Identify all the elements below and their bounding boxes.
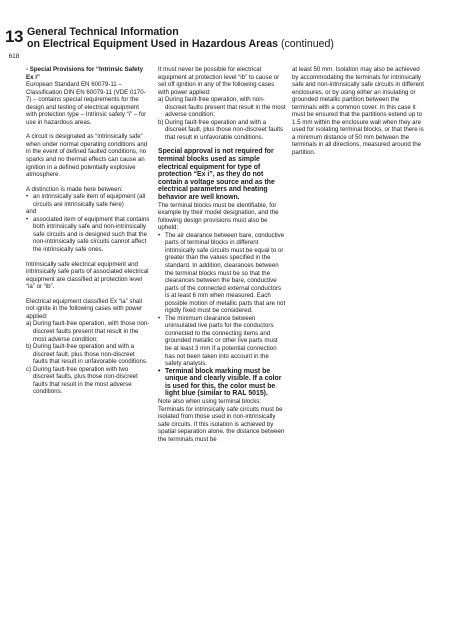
- list-marker: b): [26, 343, 32, 351]
- paragraph: European Standard EN 60079-11 – Classification DIN EN 60079-11 (VDE 0170-7) – contains special requirements for the design and testing of electrical equipment with protection type – Intrinsic safety “i” – for use in hazardous areas.: [26, 81, 147, 126]
- bullet-list: [158, 232, 286, 398]
- chapter-marker: [4, 28, 24, 60]
- list-item-text: Terminal block marking must be unique and clearly visible. If a color is used for this, the color must be light blue (similar to RAL 5015).: [165, 367, 282, 398]
- list-item-text: During fault-free operation and with a discreet fault, plus those non-discreet faults that result in unfavorable conditions.: [33, 343, 148, 366]
- special-approval-note: Special approval is not required for terminal blocks used as simple electrical equipment for type of protection “Ex i”, as they do not contain a voltage source and as the electrical parameters and heating behavior are well known.: [158, 148, 275, 202]
- lettered-list: [26, 320, 150, 395]
- bullet-marker: •: [26, 215, 29, 223]
- title-line-1: General Technical Information: [27, 26, 179, 38]
- list-item-text: an intrinsically safe item of equipment (all circuits are intrinsically safe here): [33, 193, 146, 208]
- paragraph: It must never be possible for electrical equipment at protection level “ib” to cause or set off ignition in any of the following cases with power applied:: [158, 66, 280, 96]
- list-item-text: The minimum clearance between uninsulated live parts for the conductors connected to the connecting items and grounded metallic or other live parts must be at least 3 mm if a potential connection has not been taken into account in the safety analysis.: [165, 314, 278, 368]
- list-item: [26, 343, 150, 366]
- title-suffix: (continued): [280, 38, 334, 50]
- page-title: [27, 26, 433, 50]
- bullet-marker: •: [158, 314, 161, 322]
- bullet-marker: •: [158, 231, 161, 239]
- list-item-text: During fault-free operation, with those non-discreet faults present that result in the most adverse condition;: [33, 320, 150, 343]
- list-item-text: The air clearance between bare, conductive parts of terminal blocks in different intrinsically safe circuits must be equal to or greater than the values specified in the standard. In addition, clearances between the terminal blocks must be so that the clearances between the bare, conductive parts of the connected external conductors is at least 6 mm when measured. Each possible motion of metallic parts that are not rigidly fixed must be considered.: [165, 231, 286, 315]
- bullet-marker: •: [26, 193, 29, 201]
- paragraph: Intrinsically safe electrical equipment and intrinsically safe parts of associated electrical equipment are classified at protection level “ia” or “ib”.: [26, 260, 149, 291]
- title-line-2: [27, 38, 433, 50]
- paragraph: The terminal blocks must be identifiable, for example by their model designation, and the following design provisions must also be upheld:: [158, 201, 279, 232]
- paragraph: Note also when using terminal blocks: Terminals for intrinsically safe circuits must be isolated from those used in non-intrinsically safe circuits. If this isolation is achieved by spatial separation alone, the distance between the terminals must be: [158, 398, 285, 443]
- list-item-text: During fault-free operation, with non-discreet faults present that result in the most adverse condition;: [165, 96, 286, 119]
- paragraph: A circuit is designated as “intrinsically safe” when under normal operating conditions and in the event of defined faulted conditions, no sparks and no thermal effects can cause an ignition in a defined potentially explosive atmosphere.: [26, 133, 148, 179]
- paragraph: A distinction is made here between:: [26, 185, 123, 193]
- list-item: [26, 208, 150, 216]
- list-item-text: During fault-free operation and with a discreet fault, plus those non-discreet faults that result in unfavorable conditions.: [165, 118, 284, 141]
- page-number: 618: [8, 53, 20, 60]
- list-marker: c): [26, 365, 32, 373]
- list-item: [26, 320, 150, 343]
- list-item-text: and: [26, 208, 37, 216]
- list-item: [158, 232, 286, 315]
- bullet-list: [26, 193, 150, 253]
- list-item: [26, 216, 150, 254]
- chapter-number: 13: [5, 27, 23, 46]
- list-item: [158, 119, 286, 142]
- list-item: [158, 368, 286, 398]
- bullet-marker: •: [158, 367, 161, 375]
- list-marker: b): [158, 118, 164, 126]
- list-item-text: associated item of equipment that contains both intrinsically safe and non-intrinsically safe circuits and is designed such that the non-intrinsically safe circuits cannot affect the intrinsically safe ones.: [33, 215, 150, 254]
- title-line-2-text: on Electrical Equipment Used in Hazardous Areas: [27, 38, 278, 50]
- lettered-list: [158, 96, 286, 141]
- list-item: [158, 315, 286, 368]
- list-marker: a): [26, 320, 32, 328]
- paragraph: at least 50 mm. Isolation may also be achieved by accommodating the terminals for intrinsically safe and non-intrinsically safe circuits in different enclosures, or by using either an insulating or grounded metallic partition between the terminals with a common cover. In this case it must be ensured that the partitions extend up to 1.5 mm within the enclosure wall when they are used for isolating terminal blocks, or that there is a minimum distance of 50 mm between the terminals in all directions, measured around the partition.: [292, 66, 424, 157]
- list-item-text: During fault-free operation with two discreet faults, plus those non-discreet faults that result in the most adverse conditions.: [33, 365, 138, 396]
- column-2: [158, 66, 286, 443]
- section-heading: - Special Provisions for “Intrinsic Safety Ex i”: [26, 66, 144, 81]
- column-1: [26, 66, 150, 403]
- paragraph: Electrical equipment classified Ex “ia” shall not ignite in the following cases with power applied:: [26, 297, 143, 320]
- list-item: [158, 96, 286, 119]
- list-item: [26, 366, 150, 396]
- list-marker: a): [158, 96, 164, 104]
- column-3: [292, 66, 424, 164]
- list-item: [26, 193, 150, 208]
